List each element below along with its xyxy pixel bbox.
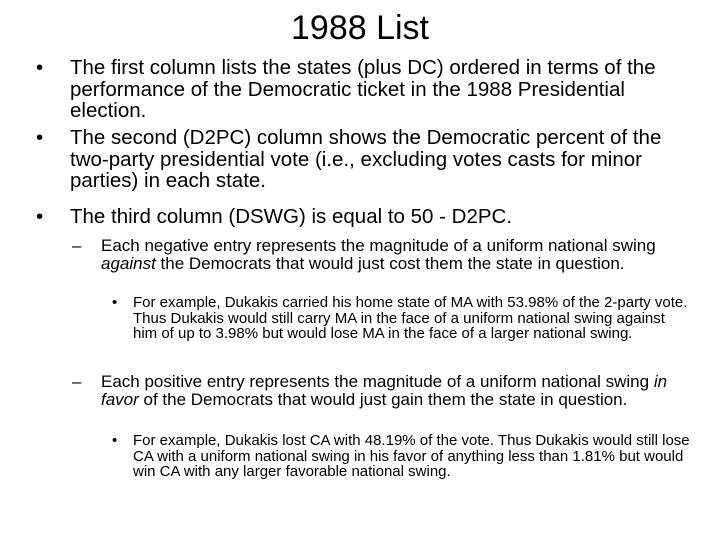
example-text: For example, Dukakis lost CA with 48.19% of the vote. Thus Dukakis would still lose CA with a uniform national swing in his favor of anything less than 1.81% but would win CA with any larger favorable national swing. bbox=[133, 432, 690, 481]
bullet-item-third-column bbox=[36, 206, 696, 228]
example-text: For example, Dukakis carried his home state of MA with 53.98% of the 2-party vote. Thus Dukakis would still carry MA in the face of a uniform national swing against him of up to 3.98% but would lose MA in the face of a larger national swing. bbox=[133, 294, 688, 343]
dash-icon: – bbox=[72, 372, 82, 391]
sub-bullet-text bbox=[101, 373, 692, 409]
sub-bullet-text-end: of the Democrats that would just gain them the state in question. bbox=[138, 389, 628, 409]
sub-bullet-negative-entry bbox=[72, 237, 692, 273]
bullet-icon: • bbox=[36, 205, 44, 228]
sub-bullet-text-start: Each positive entry represents the magnitude of a uniform national swing bbox=[101, 372, 654, 391]
sub-bullet-text bbox=[101, 237, 692, 273]
emphasis-in-favor: in favor bbox=[101, 372, 668, 409]
bullet-text: The second (D2PC) column shows the Democratic percent of the two-party presidential vote (i.e., excluding votes casts for minor parties) in each state. bbox=[70, 126, 662, 192]
bullet-item-second-column bbox=[36, 127, 696, 192]
bullet-icon: • bbox=[36, 126, 44, 149]
dash-icon: – bbox=[72, 236, 82, 255]
sub-bullet-positive-entry bbox=[72, 373, 692, 409]
bullet-text: The third column (DSWG) is equal to 50 - D2PC. bbox=[70, 205, 513, 228]
sub-bullet-text-end: the Democrats that would just cost them the state in question. bbox=[155, 253, 625, 273]
bullet-icon: • bbox=[112, 432, 118, 449]
bullet-icon: • bbox=[36, 56, 44, 79]
sub-bullet-text-start: Each negative entry represents the magnitude of a uniform national swing bbox=[101, 236, 656, 255]
slide-title: 1988 List bbox=[291, 9, 429, 47]
bullet-icon: • bbox=[112, 294, 118, 311]
emphasis-against: against bbox=[101, 253, 156, 273]
bullet-item-first-column bbox=[36, 57, 696, 122]
bullet-text: The first column lists the states (plus DC) ordered in terms of the performance of the Democratic ticket in the 1988 Presidential election. bbox=[70, 56, 656, 122]
example-ma bbox=[112, 295, 692, 342]
example-ca bbox=[112, 433, 692, 480]
